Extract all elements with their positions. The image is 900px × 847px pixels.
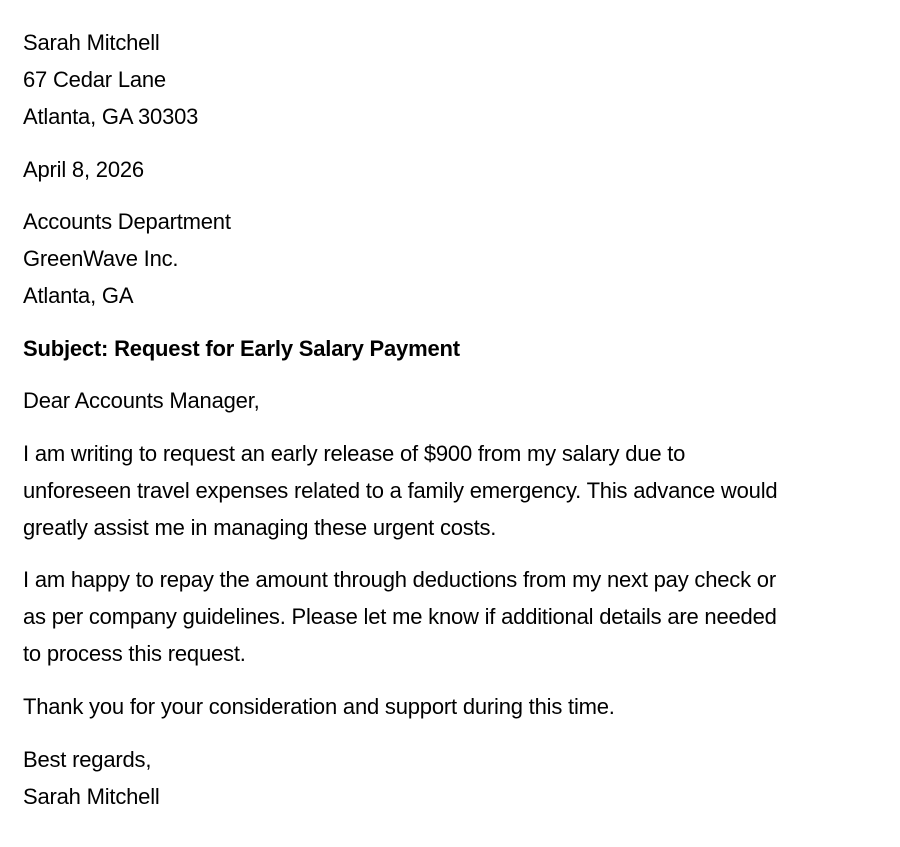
paragraph-line: I am happy to repay the amount through deductions from my next pay check or <box>23 567 776 592</box>
sender-city: Atlanta, GA 30303 <box>23 104 199 129</box>
salutation-block <box>23 382 880 419</box>
paragraph-line: as per company guidelines. Please let me know if additional details are needed <box>23 604 777 629</box>
letter-date-block <box>23 151 880 188</box>
paragraph-line: to process this request. <box>23 641 246 666</box>
body-paragraph-2 <box>23 561 880 672</box>
subject-line: Subject: Request for Early Salary Payment <box>23 336 460 361</box>
recipient-address <box>23 203 880 314</box>
body-paragraph-1 <box>23 435 880 546</box>
paragraph-line: I am writing to request an early release of $900 from my salary due to <box>23 441 686 466</box>
sender-street: 67 Cedar Lane <box>23 67 166 92</box>
signature-name: Sarah Mitchell <box>23 784 160 809</box>
paragraph-line: Thank you for your consideration and support during this time. <box>23 694 615 719</box>
recipient-city: Atlanta, GA <box>23 283 134 308</box>
sender-name: Sarah Mitchell <box>23 30 160 55</box>
subject-block <box>23 330 880 367</box>
salutation: Dear Accounts Manager, <box>23 388 260 413</box>
valediction: Best regards, <box>23 747 152 772</box>
body-paragraph-3 <box>23 688 880 725</box>
recipient-department: Accounts Department <box>23 209 231 234</box>
closing-block <box>23 741 880 815</box>
letter-date: April 8, 2026 <box>23 157 144 182</box>
paragraph-line: unforeseen travel expenses related to a family emergency. This advance would <box>23 478 778 503</box>
paragraph-line: greatly assist me in managing these urgent costs. <box>23 515 497 540</box>
recipient-company: GreenWave Inc. <box>23 246 179 271</box>
sender-address <box>23 24 880 135</box>
